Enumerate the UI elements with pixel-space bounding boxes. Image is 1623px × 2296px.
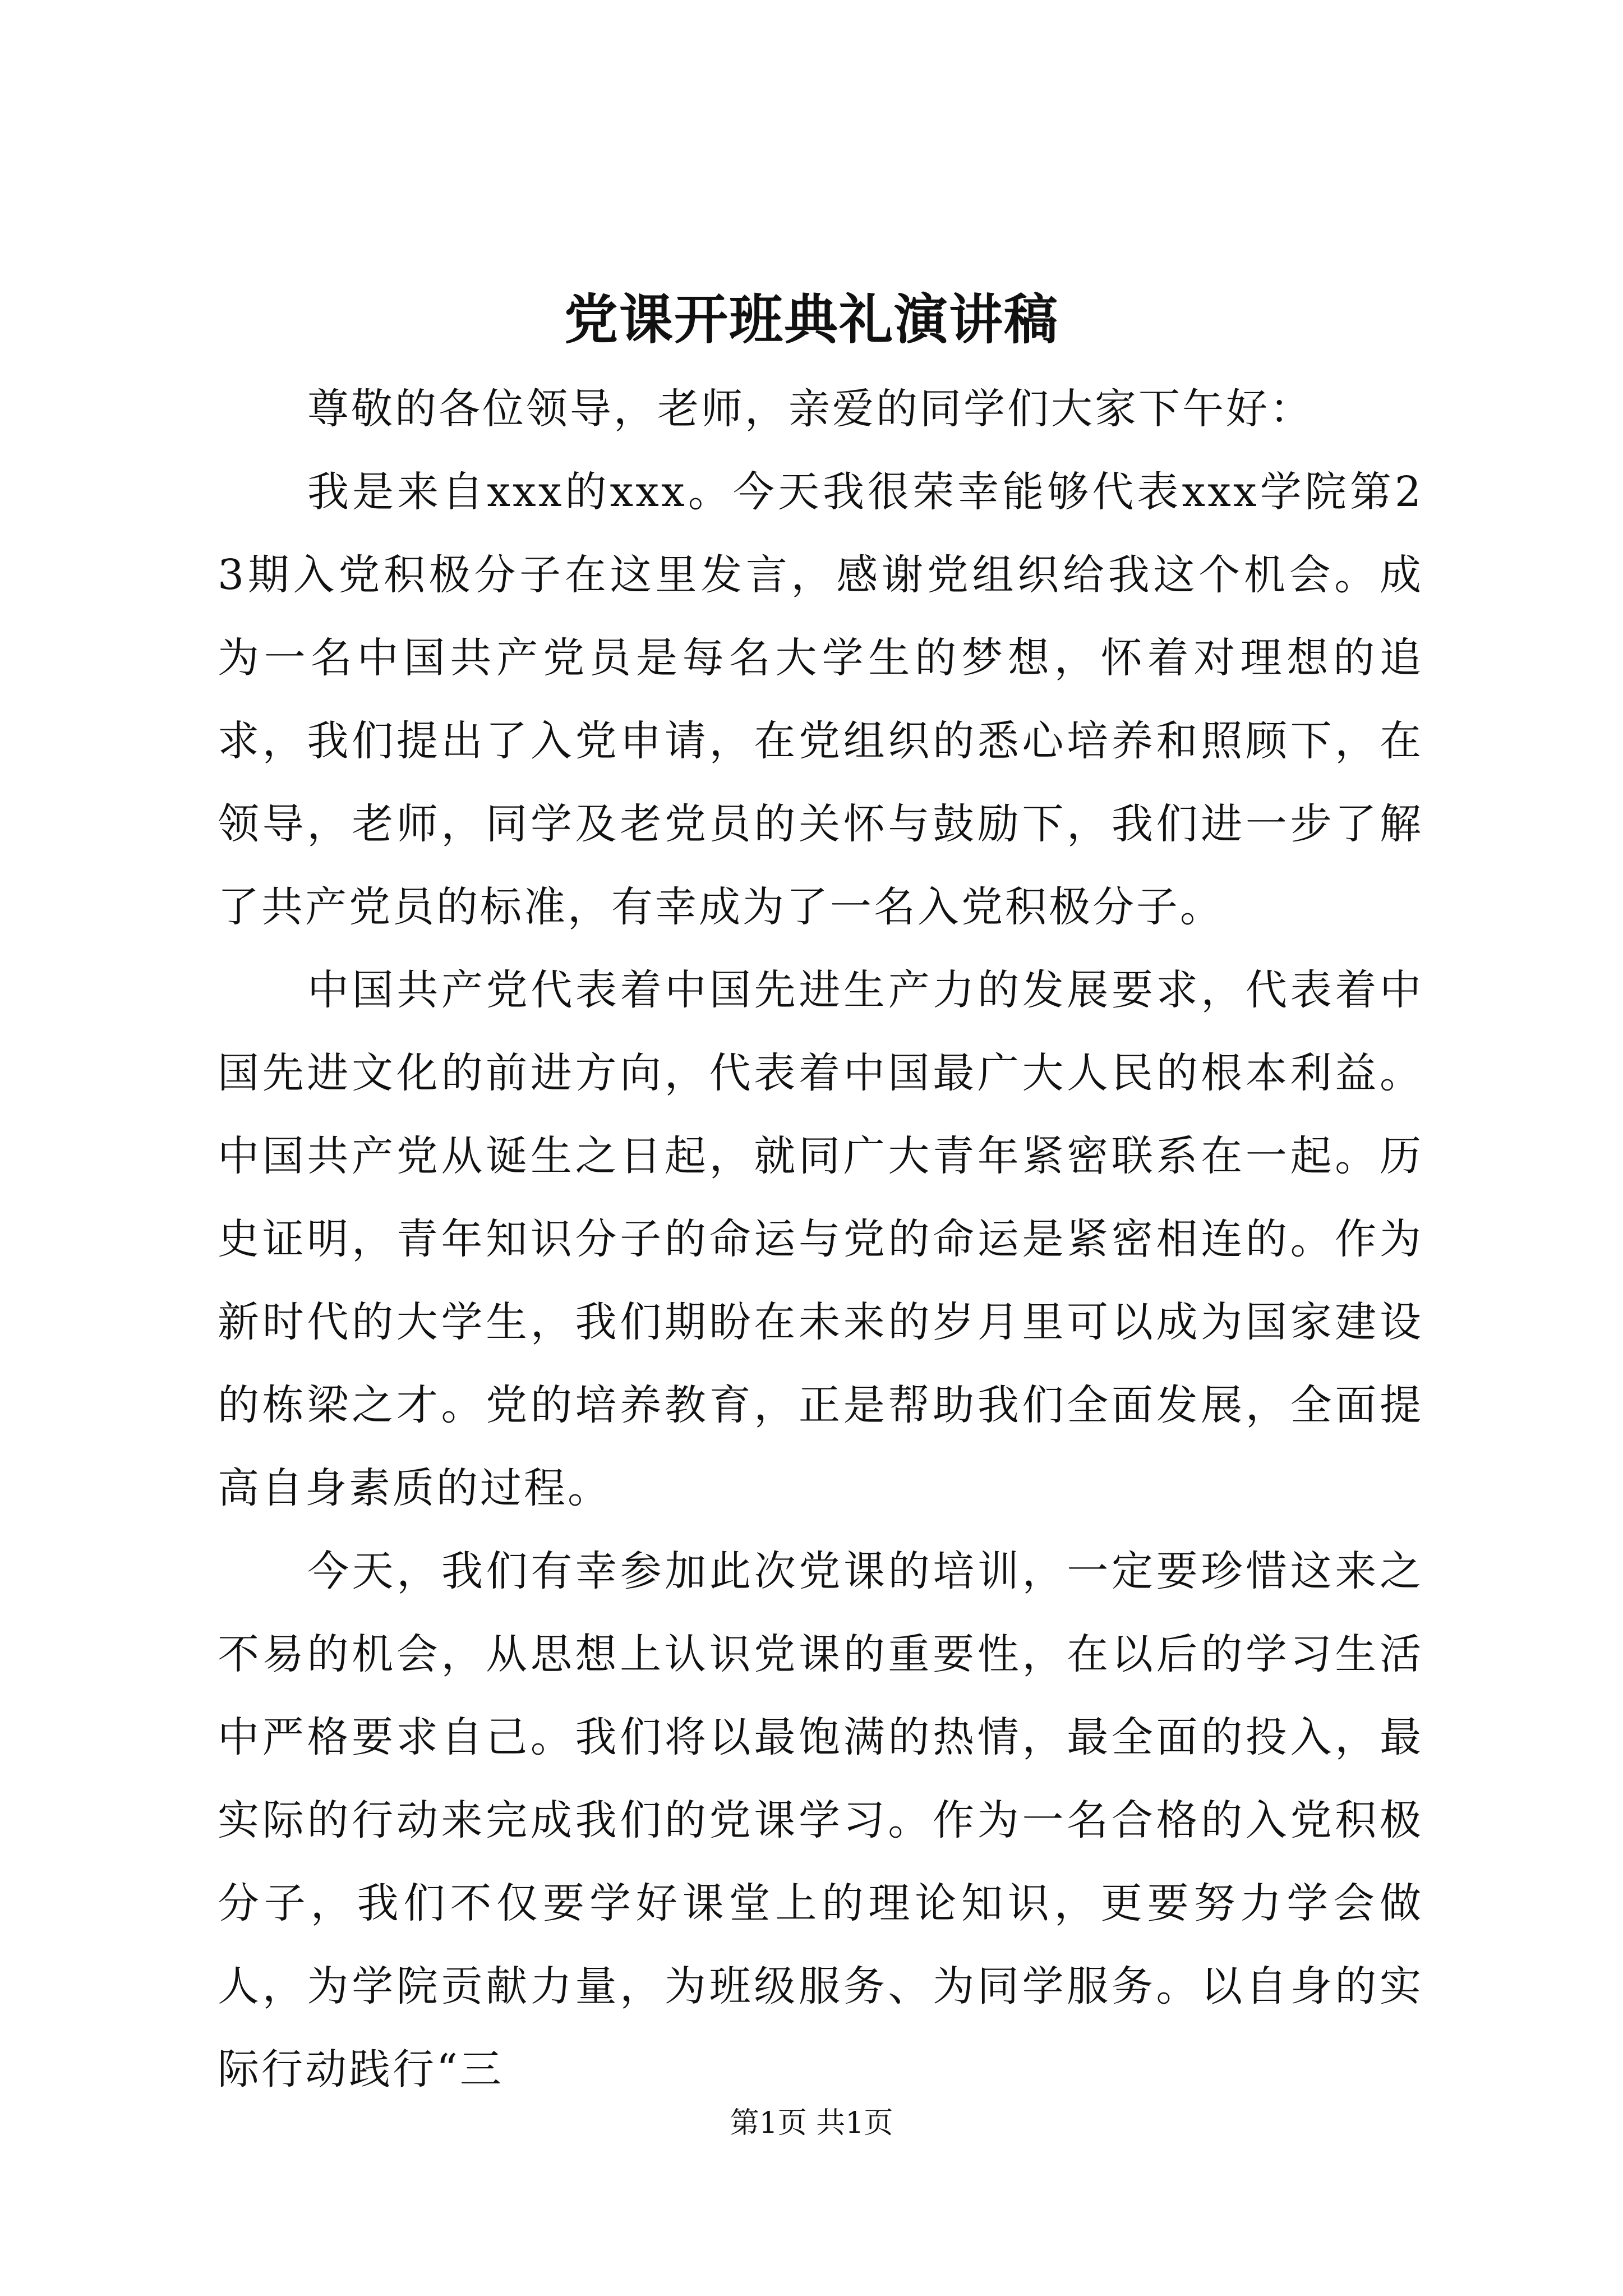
document-title: 党课开班典礼演讲稿	[564, 288, 1059, 351]
paragraph-greeting: 尊敬的各位领导，老师，亲爱的同学们大家下午好：	[307, 385, 1313, 433]
document-body	[218, 367, 1423, 2111]
paragraph-introduction: 我是来自xxx的xxx。今天我很荣幸能够代表xxx学院第23期入党积极分子在这里发言，感谢党组织给我这个机会。成为一名中国共产党员是每名大学生的梦想，怀着对理想的追求，我们提出了入党申请，在党组织的悉心培养和照顾下，在领导，老师，同学及老党员的关怀与鼓励下，我们进一步了解了共产党员的标准，有幸成为了一名入党积极分子。	[218, 468, 1423, 931]
page-number-footer: 第1页 共1页	[730, 2106, 893, 2140]
paragraph-party-significance: 中国共产党代表着中国先进生产力的发展要求，代表着中国先进文化的前进方向，代表着中国最广大人民的根本利益。中国共产党从诞生之日起，就同广大青年紧密联系在一起。历史证明，青年知识分子的命运与党的命运是紧密相连的。作为新时代的大学生，我们期盼在未来的岁月里可以成为国家建设的栋梁之才。党的培养教育，正是帮助我们全面发展，全面提高自身素质的过程。	[218, 966, 1423, 1512]
paragraph-commitment: 今天，我们有幸参加此次党课的培训，一定要珍惜这来之不易的机会，从思想上认识党课的重要性，在以后的学习生活中严格要求自己。我们将以最饱满的热情，最全面的投入，最实际的行动来完成我们的党课学习。作为一名合格的入党积极分子，我们不仅要学好课堂上的理论知识，更要努力学会做人，为学院贡献力量，为班级服务、为同学服务。以自身的实际行动践行“三	[218, 1547, 1423, 2093]
